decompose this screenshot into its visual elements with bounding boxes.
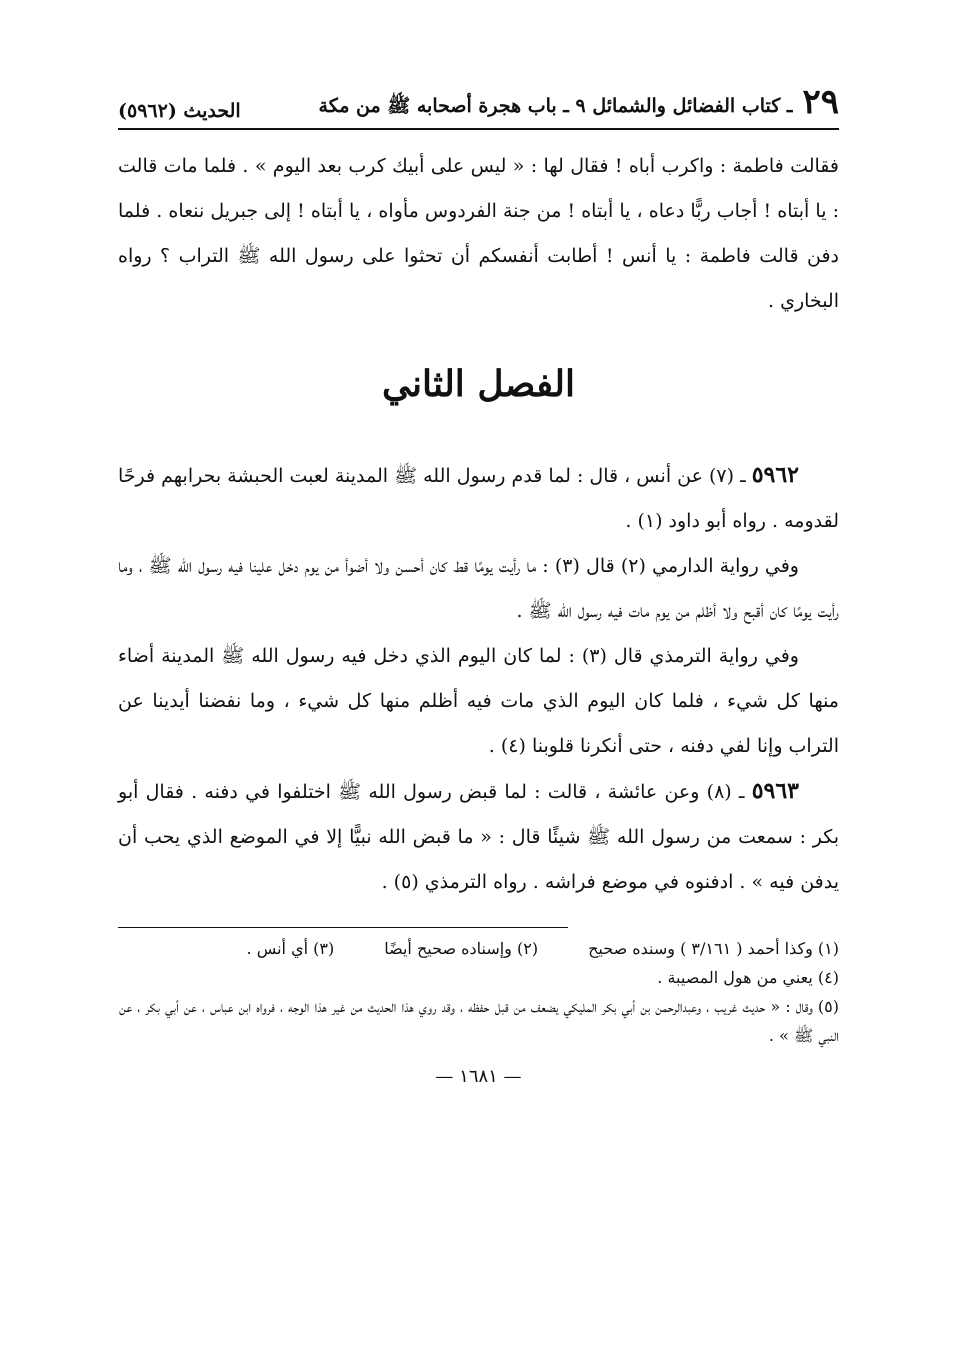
header-page-number: ٢٩ [802, 82, 839, 122]
page-folio: — ١٦٨١ — [435, 1066, 522, 1087]
footnotes [118, 934, 839, 1050]
intro-paragraph: فقالت فاطمة : واكرب أباه ! فقال لها : « ليس على أبيك كرب بعد اليوم » . فلما مات قالت : يا أبتاه ! أجاب ربًّا دعاه ، يا أبتاه ! من جنة الفردوس مأواه ، يا أبتاه ! إلى جبريل ننعاه . فلما دفن قالت فاطمة : يا أنس ! أطابت أنفسكم أن تحثوا على رسول الله ﷺ التراب ؟ رواه البخاري . [118, 155, 839, 312]
header-title-group [319, 82, 839, 122]
footnote-3: (٣) أي أنس . [246, 939, 335, 958]
header-hadith-range: الحديث (٥٩٦٢) [118, 100, 241, 122]
header-title: ـ كتاب الفضائل والشمائل ٩ ـ باب هجرة أصحابه ﷺ من مكة [318, 95, 793, 117]
footnote-1: (١) وكذا أحمد ( ٣/١٦١ ) وسنده صحيح [588, 939, 839, 958]
tirmidhi-narration: وفي رواية الترمذي قال (٣) : لما كان اليوم الذي دخل فيه رسول الله ﷺ المدينة أضاء منها كل شيء ، فلما كان اليوم الذي مات فيه أظلم منها كل شيء ، وما نفضنا أيدينا عن التراب وإنا لفي دفنه ، حتى أنكرنا قلوبنا (٤) . [118, 645, 839, 757]
darimi-narration: وفي رواية الدارمي (٢) قال (٣) : ما رأيت يومًا قط كان أحسن ولا أضوأ من يوم دخل علينا فيه رسول الله ﷺ ، وما رأيت يومًا كان أقبح ولا أظلم من يوم مات فيه رسول الله ﷺ . [118, 555, 839, 622]
hadith-text: ـ (٧) عن أنس ، قال : لما قدم رسول الله ﷺ المدينة لعبت الحبشة بحرابهم فرحًا لقدومه . رواه أبو داود (١) . [118, 465, 839, 532]
hadith-text: ـ (٨) وعن عائشة ، قالت : لما قبض رسول الله ﷺ اختلفوا في دفنه . فقال أبو بكر : سمعت من رسول الله ﷺ شيئًا قال : « ما قبض الله نبيًّا إلا في الموضع الذي يحب أن يدفن فيه » . ادفنوه في موضع فراشه . رواه الترمذي (٥) . [118, 781, 839, 893]
footnote-2: (٢) وإسناده صحيح أيضًا [384, 939, 539, 958]
running-header [118, 82, 839, 130]
hadith-number: ٥٩٦٢ [751, 462, 799, 488]
footnote-divider [118, 927, 568, 928]
footnote-5: (٥) وقال : « حديث غريب ، وعبدالرحمن بن أبي بكر المليكي يضعف من قبل حفظه ، وقد روي هذا الحديث من غير هذا الوجه ، فرواه ابن عباس ، عن أبي بكر ، عن النبي ﷺ » . [119, 997, 839, 1045]
main-text [118, 144, 839, 905]
section-title: الفصل الثاني [381, 363, 576, 405]
footnote-4: (٤) يعني من هول المصيبة . [657, 968, 839, 987]
hadith-5963 [118, 769, 839, 905]
hadith-5962 [118, 453, 839, 544]
hadith-number: ٥٩٦٣ [751, 778, 799, 804]
footnote-row [118, 934, 839, 963]
